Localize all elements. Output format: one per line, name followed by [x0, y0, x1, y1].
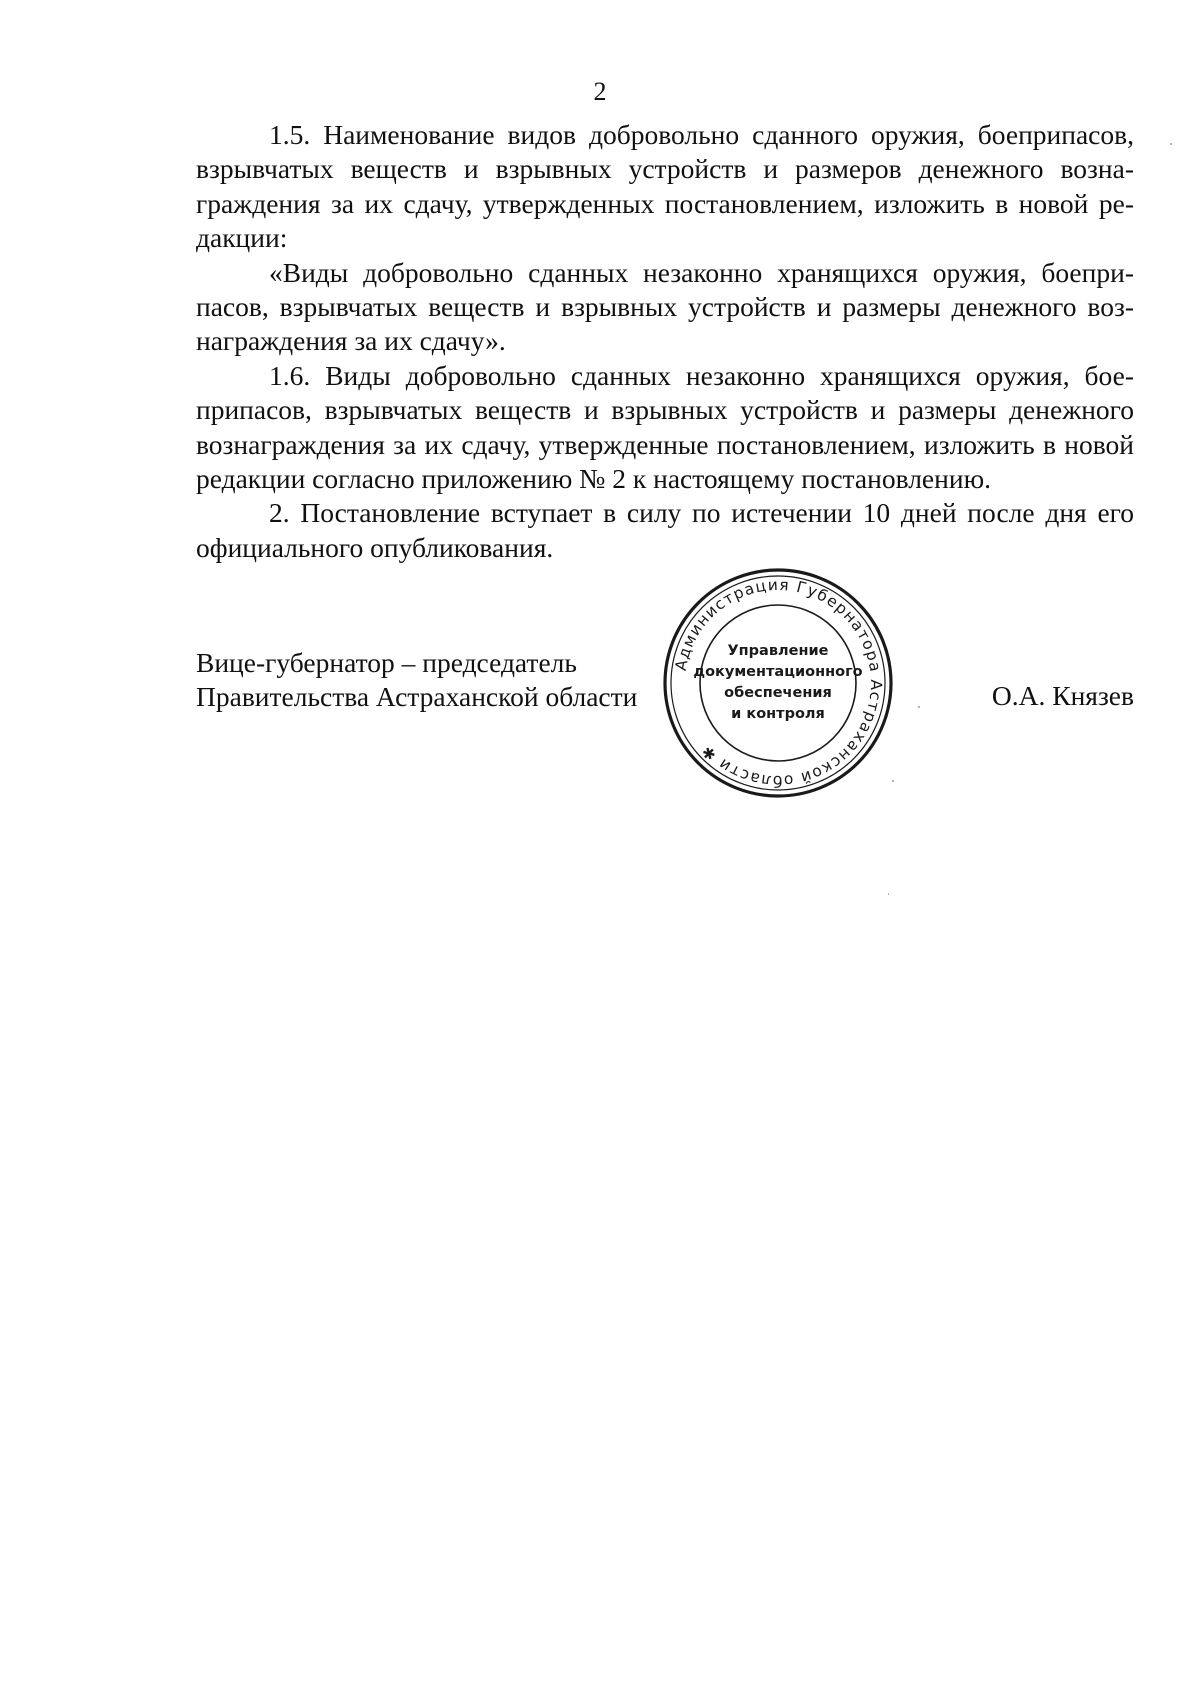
- seal-center-line-3: обеспечения: [724, 685, 832, 701]
- official-seal: [660, 565, 896, 801]
- seal-ring-text: Администрация Губернатора Астраханской области ✱: [671, 575, 886, 791]
- seal-outer-ring: [665, 570, 891, 796]
- scan-speck: [892, 780, 894, 782]
- document-body: [196, 118, 1134, 565]
- paragraph-1-6: 1.6. Виды добровольно сданных незаконно хранящихся оружия, боеприпасов, взрывчатых веществ и взрывных устройств и размеры денежного вознаграждения за их сдачу, утвержденные постановлением, изложить в новой редакции согласно приложению № 2 к настоящему постановлению.: [196, 359, 1134, 495]
- page-number: 2: [593, 77, 607, 106]
- seal-center-line-4: и контроля: [731, 706, 825, 722]
- seal-center-line-2: документационного: [693, 664, 863, 680]
- scan-speck: [918, 706, 920, 708]
- scan-speck: [888, 893, 889, 895]
- signatory-name: О.А. Князев: [991, 680, 1134, 711]
- paragraph-1-5: 1.5. Наименование видов добровольно сданного оружия, боеприпасов, взрывчатых веществ и взрывных устройств и размеров денежного вознаграждения за их сдачу, утвержденных постановлением, изложить в новой редакции:: [196, 119, 1134, 254]
- paragraph-quote: «Виды добровольно сданных незаконно хранящихся оружия, боеприпасов, взрывчатых веществ и взрывных устройств и размеры денежного вознаграждения за их сдачу».: [196, 256, 1134, 357]
- seal-inner-ring: [700, 605, 856, 761]
- seal-center-line-1: Управление: [727, 643, 829, 659]
- signatory-position-line-1: Вице-губернатор – председатель: [196, 647, 577, 678]
- signatory-position: [196, 646, 637, 714]
- scan-speck: [1170, 143, 1172, 145]
- signatory-position-line-2: Правительства Астраханской области: [196, 681, 638, 712]
- seal-graphic: [660, 565, 896, 801]
- paragraph-2: 2. Постановление вступает в силу по истечении 10 дней после дня его официального опубликования.: [196, 497, 1134, 563]
